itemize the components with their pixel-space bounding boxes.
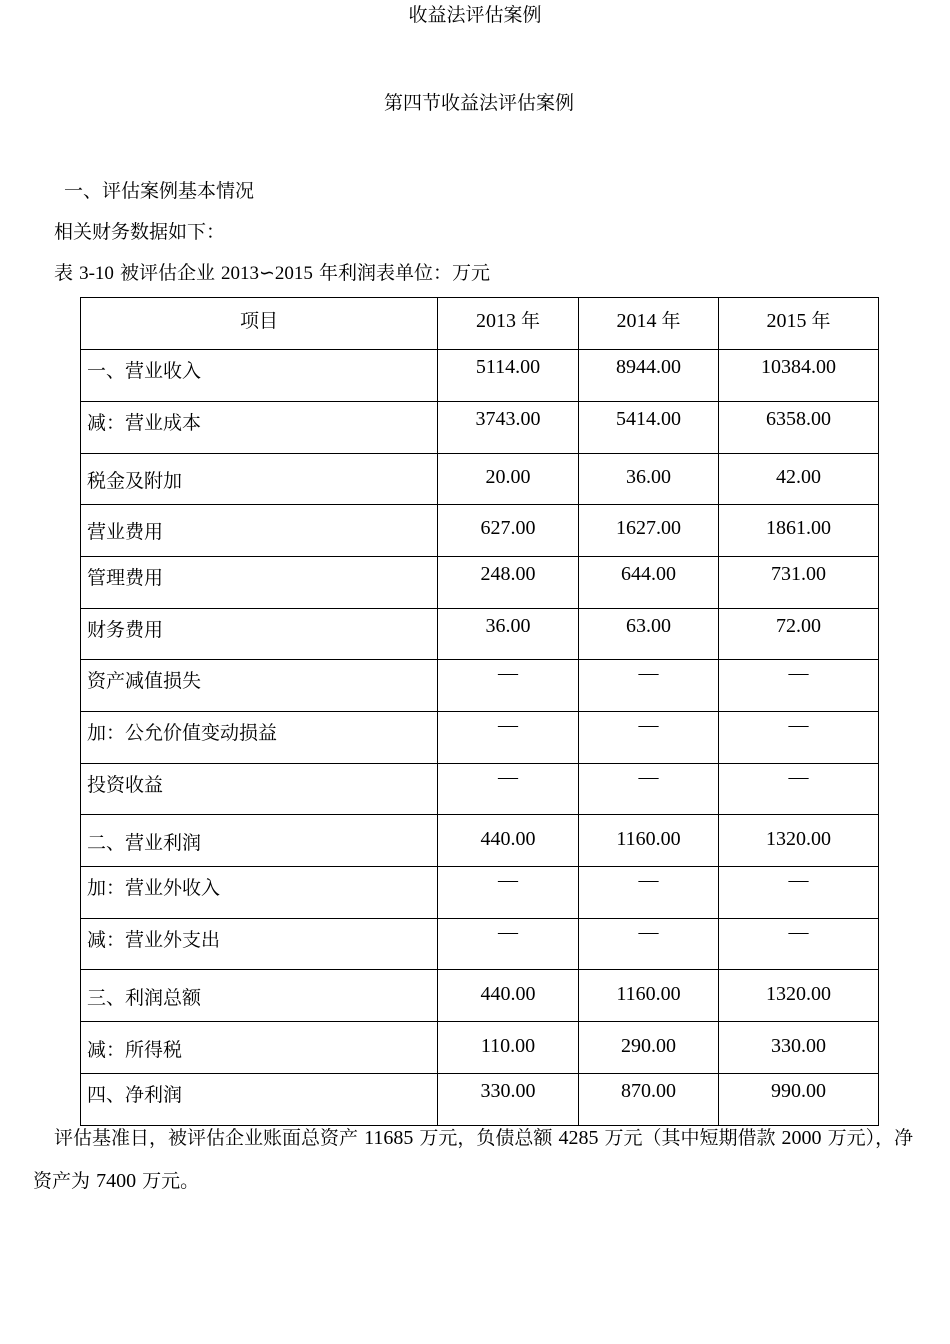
table-row: [81, 609, 879, 660]
row-label: 资产减值损失: [81, 660, 438, 712]
cell-2013: 330.00: [438, 1074, 579, 1126]
cell-2013: 248.00: [438, 557, 579, 609]
header-year-2013: 2013 年: [438, 298, 579, 350]
row-label: 二、营业利润: [81, 815, 438, 867]
net-assets-value: 7400: [96, 1170, 137, 1192]
cell-2014: 870.00: [579, 1074, 719, 1126]
table-row: [81, 815, 879, 867]
cell-2014: 63.00: [579, 609, 719, 660]
cell-2013: 20.00: [438, 454, 579, 505]
cell-2015: —: [719, 919, 879, 970]
table-row: [81, 660, 879, 712]
income-statement-table: [80, 297, 879, 1126]
cell-2013: 110.00: [438, 1022, 579, 1074]
row-label: 三、利润总额: [81, 970, 438, 1022]
cell-2015: 1320.00: [719, 970, 879, 1022]
cell-2014: 8944.00: [579, 350, 719, 402]
caption-suffix: 年利润表单位：万元: [318, 262, 490, 284]
row-label: 一、营业收入: [81, 350, 438, 402]
cell-2015: —: [719, 712, 879, 764]
cell-2013: —: [438, 764, 579, 815]
total-liabilities-value: 4285: [558, 1127, 599, 1149]
row-label: 管理费用: [81, 557, 438, 609]
cell-2015: 1861.00: [719, 505, 879, 557]
row-label: 投资收益: [81, 764, 438, 815]
cell-2014: 290.00: [579, 1022, 719, 1074]
cell-2014: —: [579, 660, 719, 712]
row-label: 财务费用: [81, 609, 438, 660]
cell-2015: 990.00: [719, 1074, 879, 1126]
cell-2013: 5114.00: [438, 350, 579, 402]
cell-2015: —: [719, 867, 879, 919]
cell-2015: 731.00: [719, 557, 879, 609]
cell-2013: 36.00: [438, 609, 579, 660]
cell-2015: 72.00: [719, 609, 879, 660]
cell-2014: 36.00: [579, 454, 719, 505]
cell-2013: —: [438, 712, 579, 764]
table-row: [81, 970, 879, 1022]
intro-text: 相关财务数据如下：: [54, 221, 226, 243]
table-row: [81, 919, 879, 970]
short-term-loans-value: 2000: [781, 1127, 822, 1149]
table-row: [81, 867, 879, 919]
table-row: [81, 350, 879, 402]
cell-2014: —: [579, 712, 719, 764]
cell-2015: 10384.00: [719, 350, 879, 402]
cell-2014: 5414.00: [579, 402, 719, 454]
cell-2013: —: [438, 919, 579, 970]
caption-prefix: 表: [54, 262, 74, 284]
row-label: 减：所得税: [81, 1022, 438, 1074]
cell-2014: —: [579, 764, 719, 815]
cell-2015: —: [719, 660, 879, 712]
cell-2013: 440.00: [438, 815, 579, 867]
header-item: 项目: [81, 298, 438, 350]
row-label: 四、净利润: [81, 1074, 438, 1126]
cell-2015: —: [719, 764, 879, 815]
cell-2014: 1627.00: [579, 505, 719, 557]
cell-2014: 644.00: [579, 557, 719, 609]
cell-2013: —: [438, 867, 579, 919]
cell-2013: 3743.00: [438, 402, 579, 454]
cell-2015: 1320.00: [719, 815, 879, 867]
row-label: 加：营业外收入: [81, 867, 438, 919]
caption-table-number: 3-10: [79, 263, 114, 284]
cell-2014: 1160.00: [579, 970, 719, 1022]
header-year-2014: 2014 年: [579, 298, 719, 350]
table-row: [81, 402, 879, 454]
table-row: [81, 1022, 879, 1074]
row-label: 减：营业成本: [81, 402, 438, 454]
cell-2015: 330.00: [719, 1022, 879, 1074]
header-year-2015: 2015 年: [719, 298, 879, 350]
table-row: [81, 712, 879, 764]
total-assets-value: 11685: [364, 1127, 414, 1149]
heading-basic-info: 一、评估案例基本情况: [64, 180, 255, 202]
row-label: 加：公允价值变动损益: [81, 712, 438, 764]
cell-2013: 440.00: [438, 970, 579, 1022]
cell-2013: 627.00: [438, 505, 579, 557]
cell-2015: 42.00: [719, 454, 879, 505]
caption-mid: 被评估企业: [119, 262, 215, 284]
cell-2015: 6358.00: [719, 402, 879, 454]
table-caption: [54, 260, 490, 287]
table-header-row: [81, 298, 879, 350]
valuation-date-paragraph: 评估基准日，被评估企业账面总资产 11685 万元，负债总额 4285 万元（其中短期借款 2000 万元），净资产为 7400 万元。: [33, 1127, 914, 1192]
table-row: [81, 454, 879, 505]
row-label: 营业费用: [81, 505, 438, 557]
table-row: [81, 764, 879, 815]
row-label: 减：营业外支出: [81, 919, 438, 970]
table-row: [81, 505, 879, 557]
cell-2014: —: [579, 919, 719, 970]
cell-2013: —: [438, 660, 579, 712]
section-title: 第四节收益法评估案例: [383, 92, 574, 114]
caption-years: 2013∽2015: [221, 263, 313, 284]
row-label: 税金及附加: [81, 454, 438, 505]
cell-2014: —: [579, 867, 719, 919]
document-title: 收益法评估案例: [408, 4, 542, 26]
cell-2014: 1160.00: [579, 815, 719, 867]
table-body: [81, 350, 879, 1126]
table-row: [81, 557, 879, 609]
